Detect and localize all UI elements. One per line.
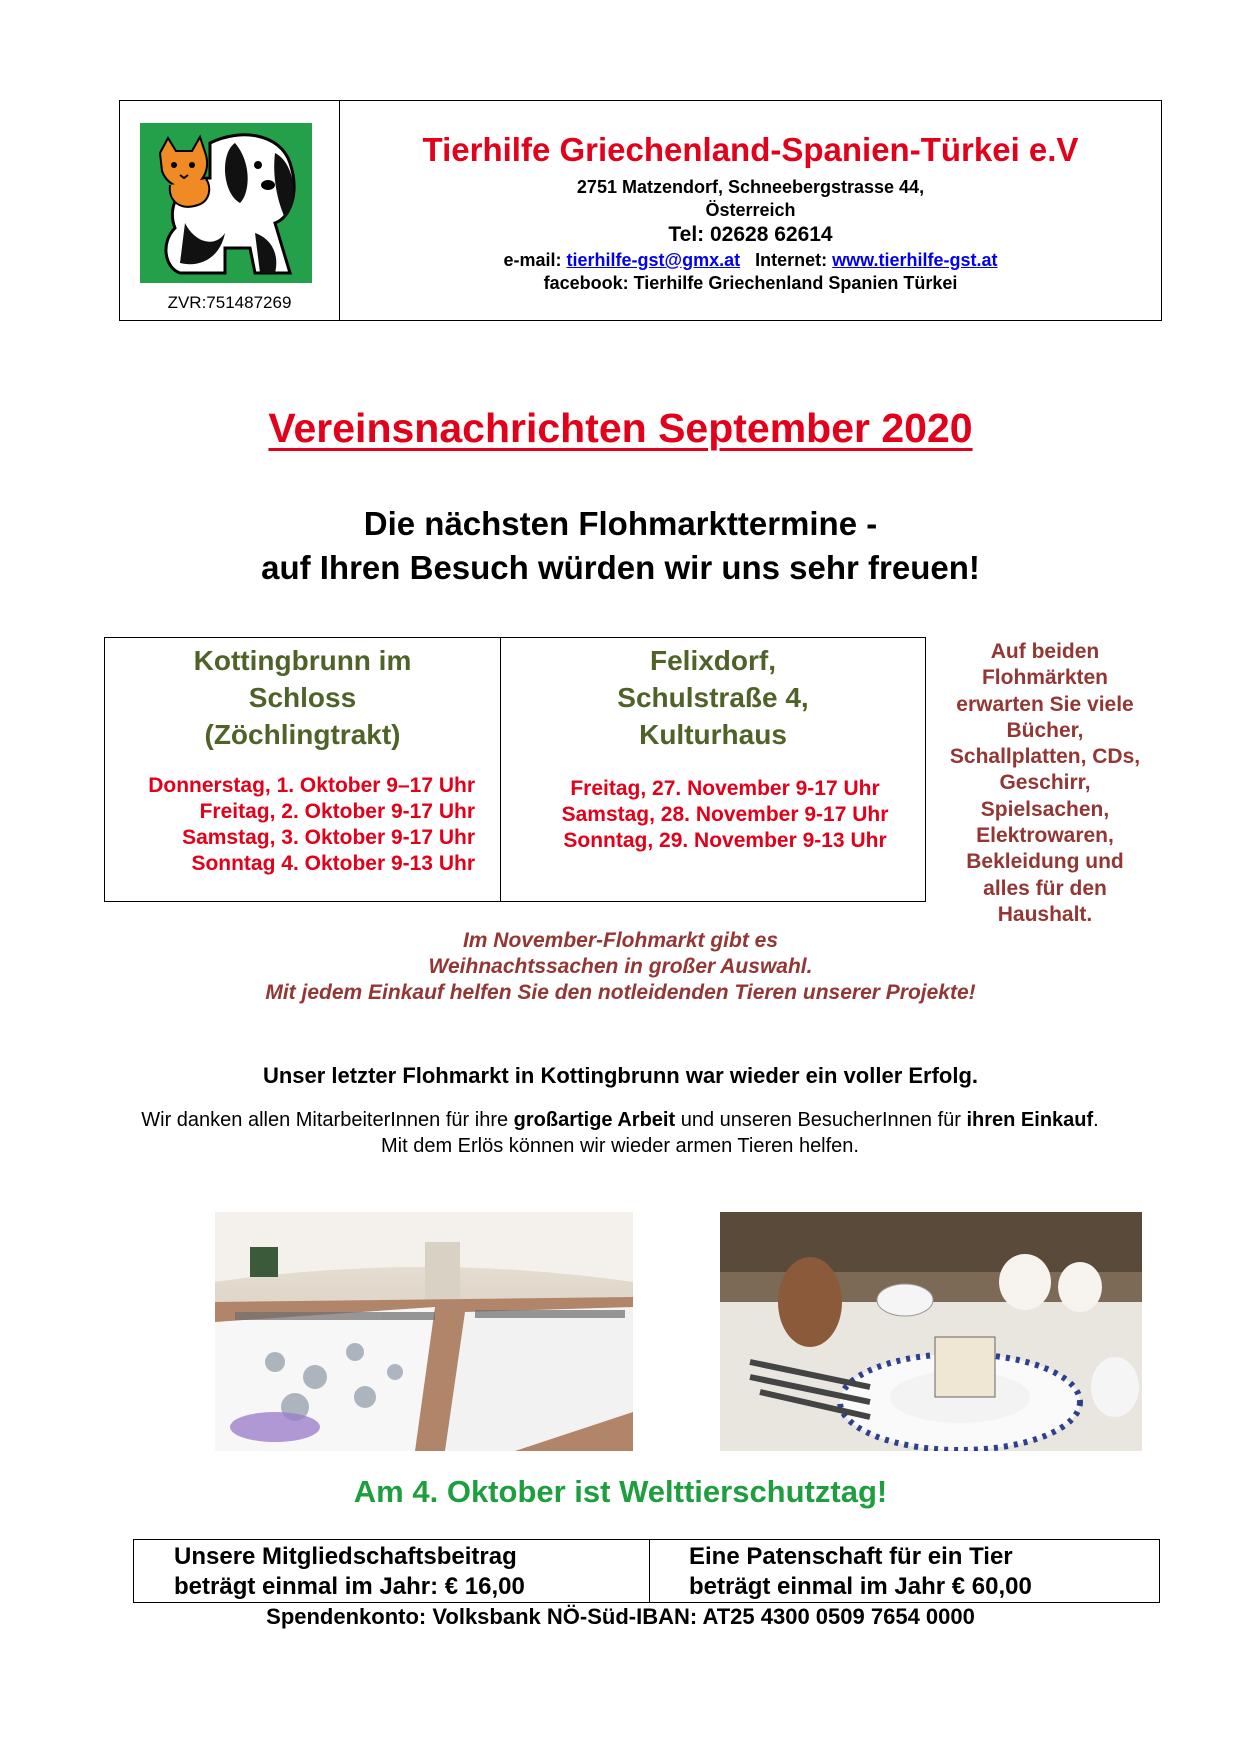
zvr-number: ZVR:751487269 xyxy=(167,293,292,312)
venue-line: Schloss xyxy=(248,682,357,713)
thanks-line-1: Wir danken allen MitarbeiterInnen für ihre großartige Arbeit und unseren BesucherInnen für ihren Einkauf. xyxy=(141,1109,1099,1131)
membership-fee xyxy=(174,1542,525,1602)
side-note-line: Bekleidung und xyxy=(966,850,1124,874)
address-line-1: 2751 Matzendorf, Schneebergstrasse 44, xyxy=(576,177,925,197)
donation-account: Spendenkonto: Volksbank NÖ-Süd-IBAN: AT25 4300 0509 7654 0000 xyxy=(266,1604,975,1629)
market-dates-table xyxy=(104,637,926,902)
flea-market-goods-photo xyxy=(720,1212,1142,1451)
side-note-line: alles für den xyxy=(983,876,1107,900)
last-market-heading: Unser letzter Flohmarkt in Kottingbrunn war wieder ein voller Erfolg. xyxy=(262,1063,979,1088)
date-line: Sonntag 4. Oktober 9-13 Uhr xyxy=(191,852,475,875)
email-label: e-mail: xyxy=(503,250,562,270)
organization-info xyxy=(340,101,1161,320)
venue-line: Kulturhaus xyxy=(639,719,787,750)
address-line-2: Österreich xyxy=(705,200,796,220)
logo-cell xyxy=(120,101,340,320)
world-animal-day-heading: Am 4. Oktober ist Welttierschutztag! xyxy=(353,1474,888,1509)
side-note-line: Bücher, xyxy=(1006,718,1084,742)
side-note-line: Elektrowaren, xyxy=(976,824,1114,848)
venue-line: Schulstraße 4, xyxy=(617,682,809,713)
flea-market-hall-photo xyxy=(215,1212,633,1451)
christmas-note xyxy=(0,928,1241,1006)
side-note-line: Auf beiden xyxy=(990,640,1100,663)
date-line: Sonntag, 29. November 9-13 Uhr xyxy=(563,829,887,852)
subtitle-line-1: Die nächsten Flohmarkttermine - xyxy=(363,505,878,542)
side-note-line: Geschirr, xyxy=(999,771,1091,795)
contact-line xyxy=(340,250,1161,271)
website-link[interactable]: www.tierhilfe-gst.at xyxy=(832,250,998,270)
sponsorship-fee xyxy=(689,1542,1032,1602)
side-note-line: Schallplatten, CDs, xyxy=(949,745,1141,769)
side-note xyxy=(940,639,1150,928)
date-line: Samstag, 28. November 9-17 Uhr xyxy=(561,803,889,826)
date-line: Freitag, 2. Oktober 9-17 Uhr xyxy=(199,800,475,823)
page-title: Vereinsnachrichten September 2020 xyxy=(268,405,973,451)
side-note-line: Flohmärkten xyxy=(981,666,1109,690)
christmas-note-line: Im November-Flohmarkt gibt es xyxy=(462,929,779,952)
fee-line: beträgt einmal im Jahr: € 16,00 xyxy=(174,1573,525,1600)
christmas-note-line: Mit jedem Einkauf helfen Sie den notleidenden Tieren unserer Projekte! xyxy=(265,981,976,1004)
dog-and-cat-logo xyxy=(140,123,312,283)
subtitle xyxy=(0,502,1241,590)
venue-kottingbrunn xyxy=(105,642,500,753)
telephone: Tel: 02628 62614 xyxy=(668,223,833,246)
venue-line: (Zöchlingtrakt) xyxy=(204,719,401,750)
fee-line: beträgt einmal im Jahr € 60,00 xyxy=(689,1573,1032,1600)
thanks-line-2: Mit dem Erlös können wir wieder armen Tieren helfen. xyxy=(381,1135,859,1157)
thanks-bold-purchase: ihren Einkauf xyxy=(966,1109,1094,1131)
letterhead xyxy=(119,100,1162,321)
facebook-line: facebook: Tierhilfe Griechenland Spanien Türkei xyxy=(543,273,958,293)
fee-line: Eine Patenschaft für ein Tier xyxy=(689,1543,1013,1570)
dates-felixdorf xyxy=(540,776,910,854)
organization-name: Tierhilfe Griechenland-Spanien-Türkei e.V xyxy=(422,131,1079,168)
christmas-note-line: Weihnachtssachen in großer Auswahl. xyxy=(428,955,813,978)
subtitle-line-2: auf Ihren Besuch würden wir uns sehr freuen! xyxy=(261,549,980,586)
date-line: Samstag, 3. Oktober 9-17 Uhr xyxy=(182,826,475,849)
dates-kottingbrunn xyxy=(125,773,475,877)
date-line: Freitag, 27. November 9-17 Uhr xyxy=(570,777,880,800)
date-line: Donnerstag, 1. Oktober 9–17 Uhr xyxy=(148,774,475,797)
fees-table xyxy=(133,1539,1160,1603)
venue-felixdorf xyxy=(501,642,925,753)
thanks-bold-work: großartige Arbeit xyxy=(513,1109,676,1131)
side-note-line: erwarten Sie viele xyxy=(956,692,1134,716)
internet-label: Internet: xyxy=(755,250,828,270)
thanks-paragraph xyxy=(120,1107,1120,1159)
table-divider xyxy=(649,1540,650,1602)
side-note-line: Spielsachen, xyxy=(980,797,1110,821)
fee-line: Unsere Mitgliedschaftsbeitrag xyxy=(174,1543,517,1570)
venue-line: Kottingbrunn im xyxy=(193,645,412,676)
email-link[interactable]: tierhilfe-gst@gmx.at xyxy=(566,250,741,270)
venue-line: Felixdorf, xyxy=(649,645,776,676)
side-note-line: Haushalt. xyxy=(997,902,1093,926)
